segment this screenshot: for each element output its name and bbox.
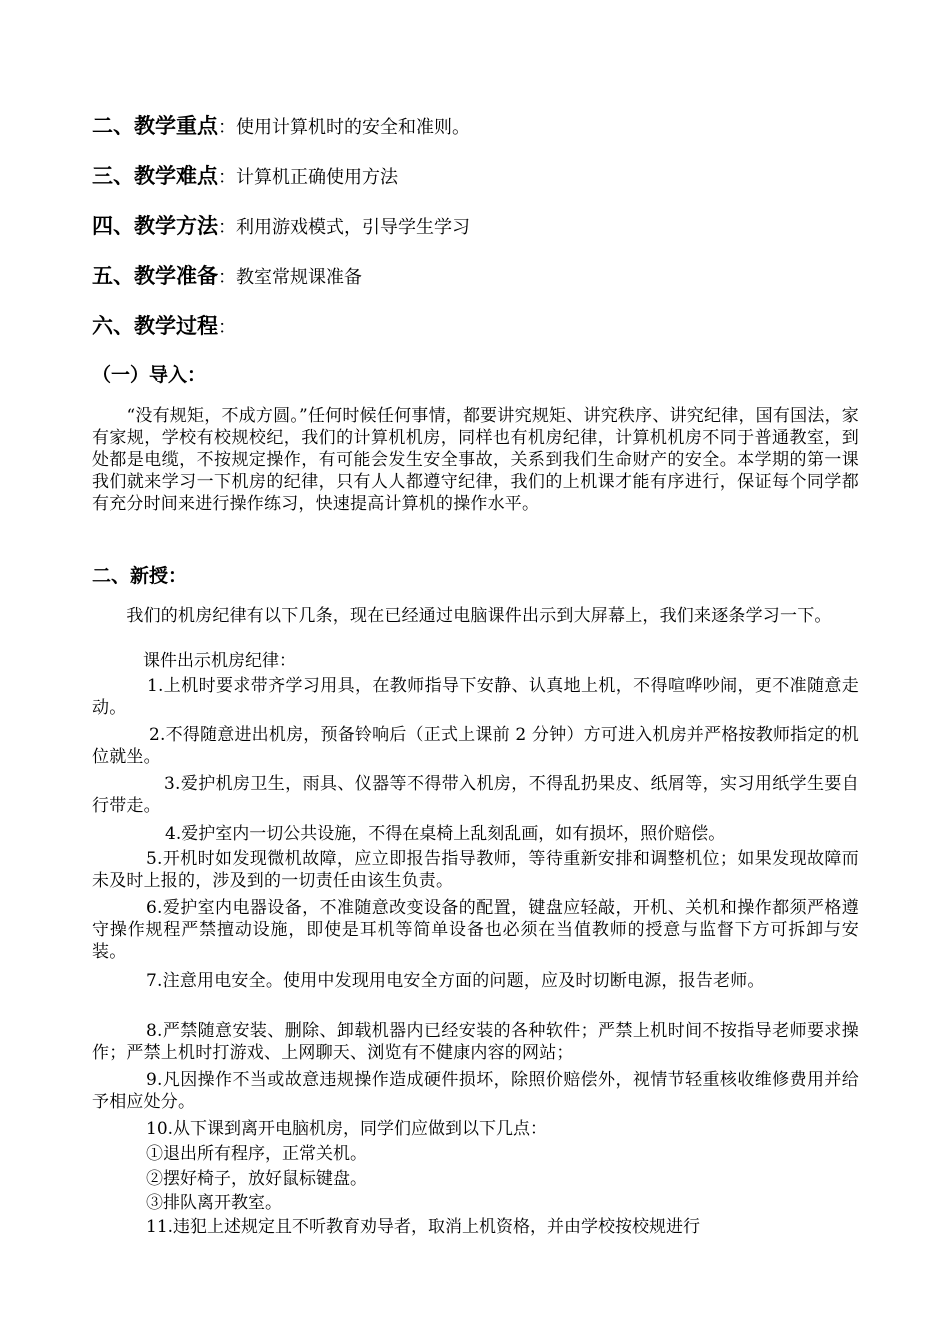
heading-label: 六、教学过程	[92, 314, 218, 338]
heading-teaching-difficulty	[92, 162, 398, 192]
rule-item: 1.上机时要求带齐学习用具，在教师指导下安静、认真地上机，不得喧哗吵闹，更不准随意走动。	[92, 676, 859, 718]
heading-text: ：使用计算机时的安全和准则。	[218, 117, 470, 138]
rule-item: 4.爱护室内一切公共设施，不得在桌椅上乱刻乱画，如有损坏，照价赔偿。	[165, 824, 726, 844]
rule-item: 10.从下课到离开电脑机房，同学们应做到以下几点：	[146, 1119, 548, 1139]
heading-teaching-focus	[92, 112, 470, 142]
heading-teaching-process	[92, 312, 236, 342]
rule-item: 7.注意用电安全。使用中发现用电安全方面的问题，应及时切断电源，报告老师。	[146, 971, 765, 991]
rule-subitem: ②摆好椅子，放好鼠标键盘。	[146, 1169, 367, 1189]
heading-text: ：利用游戏模式，引导学生学习	[218, 217, 470, 238]
heading-teaching-method	[92, 212, 470, 242]
new-lesson-heading: 二、新授：	[92, 565, 188, 587]
heading-label: 二、教学重点	[92, 114, 218, 138]
heading-label: 五、教学准备	[92, 264, 218, 288]
intro-heading: （一）导入：	[92, 364, 207, 386]
intro-paragraph: “没有规矩，不成方圆。”任何时候任何事情，都要讲究规矩、讲究秩序、讲究纪律，国有国法，家有家规，学校有校规校纪，我们的计算机机房，同样也有机房纪律，计算机机房不同于普通教室，到处都是电缆，不按规定操作，有可能会发生安全事故，关系到我们生命财产的安全。本学期的第一课我们就来学习一下机房的纪律，只有人人都遵守纪律，我们的上机课才能有序进行，保证每个同学都有充分时间来进行操作练习，快速提高计算机的操作水平。	[92, 406, 859, 514]
heading-text: ：	[218, 317, 236, 338]
rule-item: 3.爱护机房卫生，雨具、仪器等不得带入机房，不得乱扔果皮、纸屑等，实习用纸学生要自行带走。	[92, 774, 859, 816]
courseware-line: 课件出示机房纪律：	[143, 651, 296, 671]
heading-text: ：计算机正确使用方法	[218, 167, 398, 188]
heading-label: 三、教学难点	[92, 164, 218, 188]
rule-subitem: ①退出所有程序，正常关机。	[146, 1144, 367, 1164]
heading-label: 四、教学方法	[92, 214, 218, 238]
heading-teaching-preparation	[92, 262, 362, 292]
new-lesson-paragraph: 我们的机房纪律有以下几条，现在已经通过电脑课件出示到大屏幕上，我们来逐条学习一下。	[92, 606, 832, 626]
rule-item: 11.违犯上述规定且不听教育劝导者，取消上机资格，并由学校按校规进行	[146, 1217, 701, 1237]
rule-item: 8.严禁随意安装、删除、卸载机器内已经安装的各种软件；严禁上机时间不按指导老师要求操作；严禁上机时打游戏、上网聊天、浏览有不健康内容的网站；	[92, 1021, 859, 1063]
rule-item: 2.不得随意进出机房，预备铃响后（正式上课前 2 分钟）方可进入机房并严格按教师指定的机位就坐。	[92, 725, 859, 767]
heading-text: ：教室常规课准备	[218, 267, 362, 288]
rule-item: 5.开机时如发现微机故障，应立即报告指导教师，等待重新安排和调整机位；如果发现故障而未及时上报的，涉及到的一切责任由该生负责。	[92, 849, 859, 891]
rule-item: 6.爱护室内电器设备，不准随意改变设备的配置，键盘应轻敲，开机、关机和操作都须严格遵守操作规程严禁擅动设施，即使是耳机等简单设备也必须在当值教师的授意与监督下方可拆卸与安装。	[92, 898, 859, 962]
rule-subitem: ③排队离开教室。	[146, 1193, 282, 1213]
rule-item: 9.凡因操作不当或故意违规操作造成硬件损坏，除照价赔偿外，视情节轻重核收维修费用并给予相应处分。	[92, 1070, 859, 1112]
